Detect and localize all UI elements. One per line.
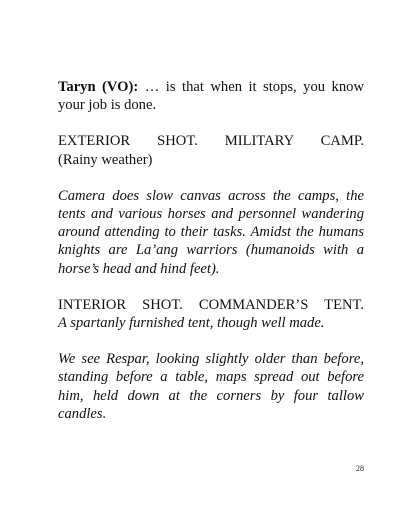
page-number: 28 (356, 464, 364, 473)
scene-heading-line: INTERIOR SHOT. COMMANDER’S TENT. (58, 296, 364, 313)
script-content (58, 78, 364, 423)
scene-heading-note: (Rainy weather) (58, 151, 153, 168)
dialogue-line: … is that when it stops, you know your job is done. (58, 79, 364, 114)
dialogue-paragraph (58, 78, 364, 114)
scene-heading-interior (58, 296, 364, 332)
speaker-name: Taryn (VO): (58, 79, 139, 95)
scene-subheading: A spartanly furnished tent, though well made. (58, 315, 325, 332)
action-paragraph-tent: We see Respar, looking slightly older than before, standing before a table, maps spread out before him, held down at the corners by four tallow candles. (58, 351, 364, 422)
action-paragraph-camp: Camera does slow canvas across the camps, the tents and various horses and personnel wandering around attending to their tasks. Amidst the humans knights are La’ang warriors (humanoids with a horse’s head and hind feet). (58, 187, 364, 277)
scene-heading-line: EXTERIOR SHOT. MILITARY CAMP. (58, 133, 364, 150)
scene-heading-exterior (58, 132, 364, 168)
